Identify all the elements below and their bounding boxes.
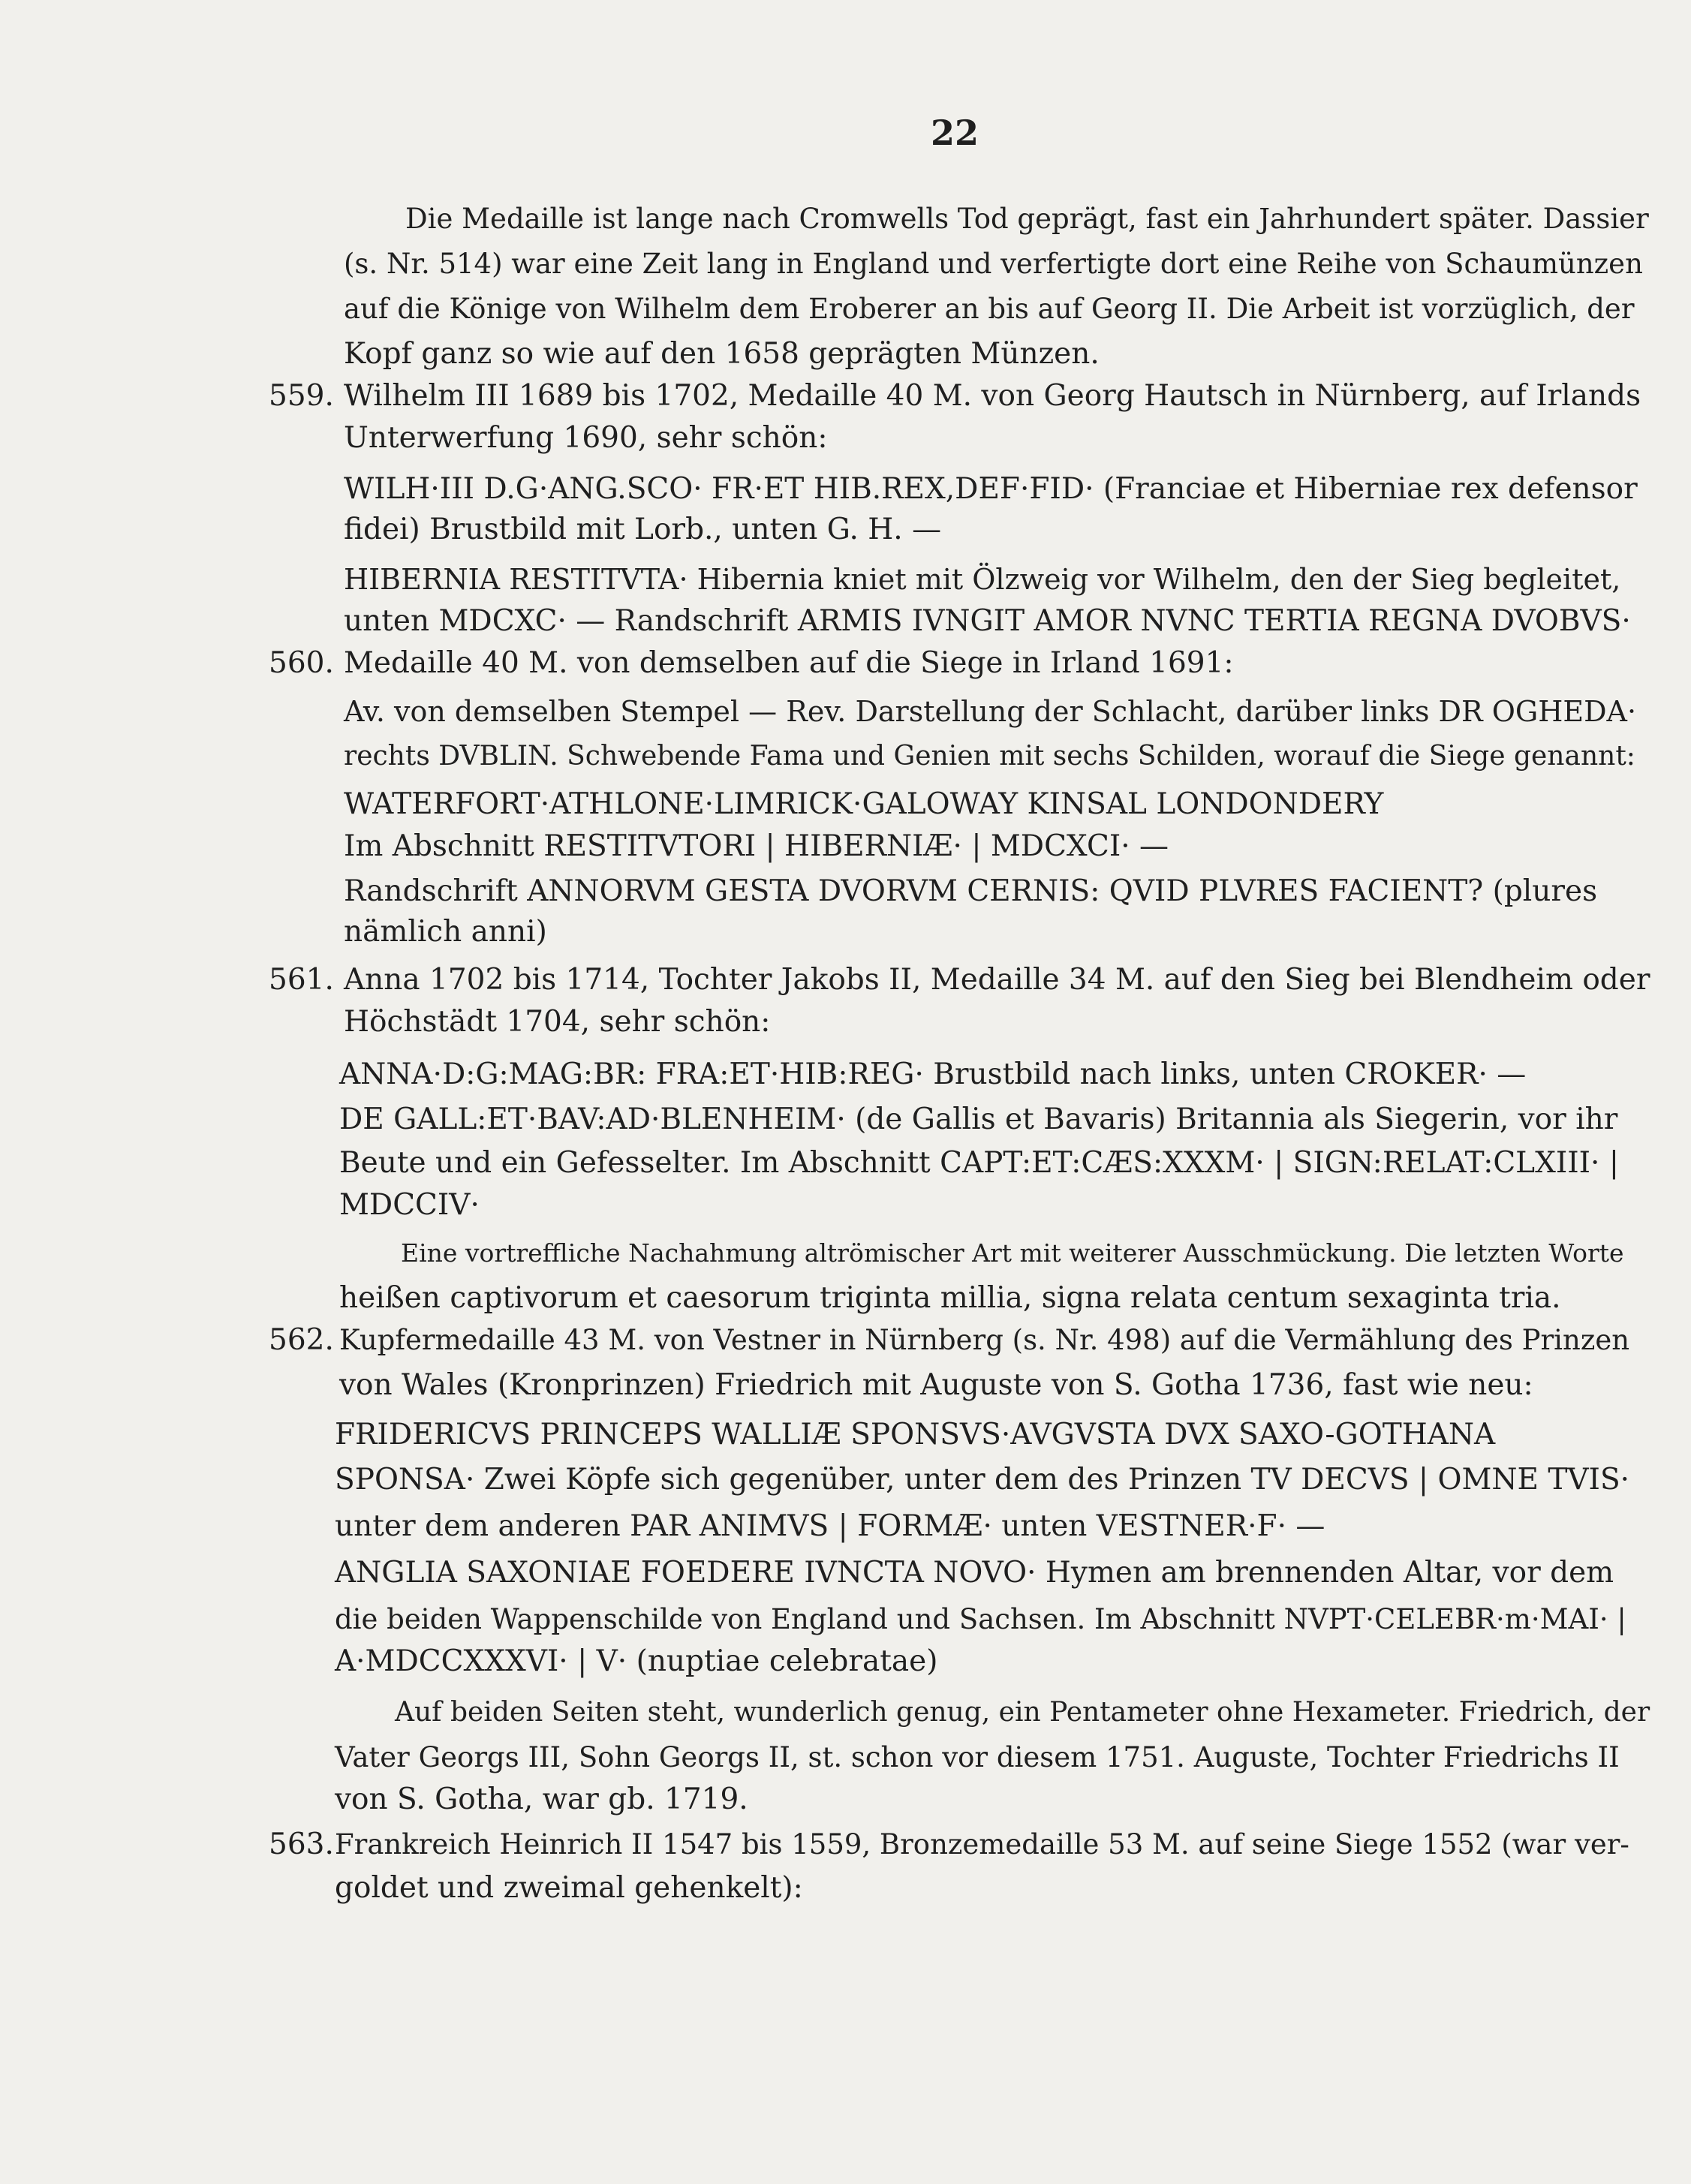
- entry-line: von S. Gotha, war gb. 1719.: [335, 1782, 748, 1816]
- entry-line: Medaille 40 M. von demselben auf die Siege in Irland 1691:: [344, 646, 1234, 680]
- entry-line: Eine vortreffliche Nachahmung altrömischer Art mit weiterer Ausschmückung. Die letzten Worte: [401, 1238, 1624, 1268]
- entry-line: DE GALL:ET·BAV:AD·BLENHEIM· (de Gallis et Bavaris) Britannia als Siegerin, vor ihr: [339, 1103, 1618, 1136]
- entry-line: Unterwerfung 1690, sehr schön:: [344, 421, 828, 455]
- entry-line: unter dem anderen PAR ANIMVS | FORMÆ· unten VESTNER·F· —: [335, 1509, 1325, 1543]
- entry-line: ANGLIA SAXONIAE FOEDERE IVNCTA NOVO· Hymen am brennenden Altar, vor dem: [335, 1556, 1614, 1590]
- entry-line: Im Abschnitt RESTITVTORI | HIBERNIÆ· | MDCXCI· —: [344, 829, 1169, 863]
- intro-line: auf die Könige von Wilhelm dem Eroberer an bis auf Georg II. Die Arbeit ist vorzüglich, der: [344, 293, 1635, 325]
- entry-line: FRIDERICVS PRINCEPS WALLIÆ SPONSVS·AVGVSTA DVX SAXO-GOTHANA: [335, 1418, 1496, 1451]
- entry-line: die beiden Wappenschilde von England und Sachsen. Im Abschnitt NVPT·CELEBR·m·MAI· |: [335, 1603, 1626, 1635]
- entry-line: Auf beiden Seiten steht, wunderlich genug, ein Pentameter ohne Hexameter. Friedrich, der: [395, 1697, 1650, 1728]
- entry-number: 560.: [269, 646, 334, 680]
- entry-line: Beute und ein Gefesselter. Im Abschnitt CAPT:ET:CÆS:XXXM· | SIGN:RELAT:CLXIII· |: [339, 1146, 1619, 1180]
- entry-line: unten MDCXC· — Randschrift ARMIS IVNGIT AMOR NVNC TERTIA REGNA DVOBVS·: [344, 604, 1631, 638]
- entry-line: Av. von demselben Stempel — Rev. Darstellung der Schlacht, darüber links DR OGHEDA·: [344, 695, 1637, 728]
- entry-line: heißen captivorum et caesorum triginta millia, signa relata centum sexaginta tria.: [339, 1281, 1561, 1315]
- entry-number: 559.: [269, 379, 334, 413]
- entry-line: WATERFORT·ATHLONE·LIMRICK·GALOWAY KINSAL LONDONDERY: [344, 787, 1384, 821]
- entry-line: Höchstädt 1704, sehr schön:: [344, 1005, 771, 1039]
- intro-line: Die Medaille ist lange nach Cromwells Tod geprägt, fast ein Jahrhundert später. Dassier: [405, 203, 1649, 235]
- entry-line: fidei) Brustbild mit Lorb., unten G. H. —: [344, 513, 942, 546]
- entry-line: MDCCIV·: [339, 1188, 480, 1222]
- entry-number: 562.: [269, 1323, 334, 1357]
- entry-line: Randschrift ANNORVM GESTA DVORVM CERNIS: QVID PLVRES FACIENT? (plures: [344, 874, 1598, 908]
- entry-line: Frankreich Heinrich II 1547 bis 1559, Bronzemedaille 53 M. auf seine Siege 1552 (war ver-: [335, 1828, 1629, 1861]
- entry-line: Vater Georgs III, Sohn Georgs II, st. schon vor diesem 1751. Auguste, Tochter Friedrichs II: [335, 1741, 1620, 1773]
- entry-number: 561.: [269, 963, 334, 997]
- entry-line: WILH·III D.G·ANG.SCO· FR·ET HIB.REX,DEF·FID· (Franciae et Hiberniae rex defensor: [344, 472, 1638, 506]
- entry-number: 563.: [269, 1828, 334, 1861]
- entry-line: ANNA·D:G:MAG:BR: FRA:ET·HIB:REG· Brustbild nach links, unten CROKER· —: [339, 1057, 1527, 1091]
- page-number: 22: [931, 113, 979, 153]
- entry-line: Kupfermedaille 43 M. von Vestner in Nürnberg (s. Nr. 498) auf die Vermählung des Prinzen: [339, 1324, 1630, 1356]
- entry-line: Anna 1702 bis 1714, Tochter Jakobs II, Medaille 34 M. auf den Sieg bei Blendheim oder: [344, 963, 1650, 997]
- entry-line: Wilhelm III 1689 bis 1702, Medaille 40 M. von Georg Hautsch in Nürnberg, auf Irlands: [344, 379, 1641, 413]
- entry-line: rechts DVBLIN. Schwebende Fama und Genien mit sechs Schilden, worauf die Siege genannt:: [344, 741, 1635, 772]
- entry-line: von Wales (Kronprinzen) Friedrich mit Auguste von S. Gotha 1736, fast wie neu:: [339, 1368, 1533, 1402]
- entry-line: SPONSA· Zwei Köpfe sich gegenüber, unter dem des Prinzen TV DECVS | OMNE TVIS·: [335, 1463, 1630, 1497]
- intro-line: Kopf ganz so wie auf den 1658 geprägten Münzen.: [344, 337, 1100, 371]
- entry-line: nämlich anni): [344, 915, 547, 949]
- entry-line: HIBERNIA RESTITVTA· Hibernia kniet mit Ölzweig vor Wilhelm, den der Sieg begleitet,: [344, 563, 1621, 596]
- entry-line: A·MDCCXXXVI· | V· (nuptiae celebratae): [335, 1644, 938, 1678]
- entry-line: goldet und zweimal gehenkelt):: [335, 1871, 803, 1905]
- intro-line: (s. Nr. 514) war eine Zeit lang in England und verfertigte dort eine Reihe von Schaumünzen: [344, 248, 1643, 280]
